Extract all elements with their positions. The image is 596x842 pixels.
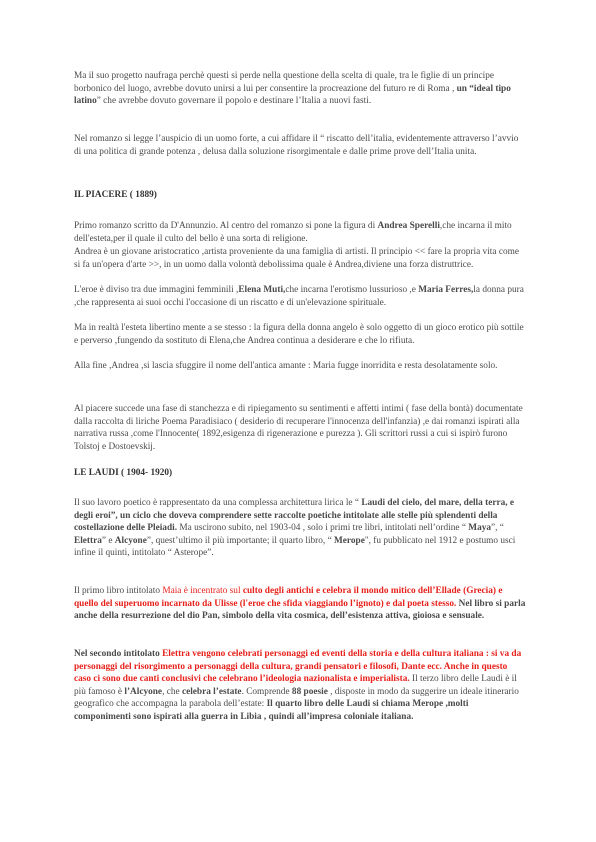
paragraph-auspicio: Nel romanzo si legge l’auspicio di un uomo forte, a cui affidare il “ riscatto dell’italia, evidentemente attraverso l’avvio di una politica di grande potenza , delusa dalla soluzione risorgimentale e dalle prime prove dell’Italia unita.: [74, 134, 519, 157]
paragraph-stanchezza: Al piacere succede una fase di stanchezza e di ripiegamento su sentimenti e affetti intimi ( fase della bontà) documentate dalla raccolta di liriche Poema Paradisiaco ( desiderio di recuperare l'innocenza dell'infanzia) ,e dai romanzi ispirati alla narrativa russa ,come l'Innocente( 1892,esigenza di rigenerazione e purezza ). Gli scrittori russi a cui si ispirò furono Tolstoj e Dostoevskij.: [74, 404, 523, 452]
text-run: , disposte in modo da suggerire un ideale itinerario geografico che accompagna la parabola dell’estate:: [74, 686, 519, 710]
paragraph-naufragio: [74, 70, 526, 108]
paragraph-lavoro-poetico: [74, 497, 526, 560]
text-run: L'eroe è diviso tra due immagini femminili ,: [74, 285, 239, 295]
text-run: Ma il suo progetto naufraga perchè questi si perde nella questione della scelta di quale, tra le figlie di un principe borbonico del luogo, avrebbe dovuto unirsi a lui per consentire la procreazione del futuro re di Roma ,: [74, 71, 495, 94]
paragraph-maia: [74, 585, 526, 623]
bold-phrase: 88 poesie: [291, 686, 328, 697]
bold-name: Merope: [334, 535, 365, 546]
bold-phrase: Nel libro si parla anche della resurrezione del dio Pan, simbolo della vita cosmica, dell’esistenza attiva, gioiosa e sensuale.: [74, 598, 526, 622]
bold-phrase: Nel secondo intitolato: [74, 649, 163, 659]
paragraph-fine: Alla fine ,Andrea ,si lascia sfuggire il nome dell'antica amante : Maria fugge inorridita e resta desolatamente solo.: [74, 361, 498, 371]
bold-name: Alcyone: [114, 535, 147, 546]
bold-name: Andrea Sperelli: [377, 221, 440, 231]
bold-name: Elena Muti,: [238, 285, 286, 295]
heading-le-laudi: LE LAUDI ( 1904- 1920): [74, 468, 173, 478]
bold-name: Maria Ferres,: [418, 285, 474, 295]
text-run: ", fu pubblicato nel 1912 e postumo usci infine il quinti, intitolato “ Asterope”.: [74, 535, 516, 559]
text-run: Il terzo libro delle Laudi è il più famoso è: [74, 674, 517, 697]
bold-name: Elettra: [74, 535, 102, 546]
red-bold-text: culto degli antichi e celebra il mondo mitico dell’Ellade (Grecia) e quello del superuomo incarnato da Ulisse (l'eroe che sfida viaggiando l’ignoto) e dal poeta stesso.: [74, 586, 503, 609]
bold-name: l’Alcyone: [124, 686, 163, 697]
text-run: la donna pura ,che rappresenta ai suoi occhi l'occasione di un riscatto e di un'elevazione spirituale.: [74, 285, 524, 308]
text-run: Ma uscirono subito, nel 1903-04 , solo i primi tre libri, intitolati nell’ordine “: [177, 523, 469, 534]
paragraph-primo-romanzo: [74, 220, 526, 245]
bold-name: Maya: [468, 523, 492, 534]
paragraph-elettra-alcyone: [74, 648, 526, 724]
bold-phrase: celebra l’estate: [181, 686, 242, 697]
paragraph-andrea: Andrea è un giovane aristocratico ,artista proveniente da una famiglia di artisti. Il principio << fare la propria vita come si fa un'opera d'arte >>, in un uomo dalla volontà debolissima quale è Andrea,diviene una forza distruttrice.: [74, 247, 519, 270]
text-run: , che: [162, 686, 182, 697]
bold-phrase: Laudi del cielo, del mare, della terra, e degli eroi”, un ciclo che doveva comprendere sette raccolte poetiche intitolate alle stelle più splendenti della costellazione delle Pleiadi.: [74, 498, 514, 534]
text-run: . Comprende: [241, 686, 292, 697]
paragraph-eroe-diviso: [74, 284, 526, 309]
text-run: ”, quest’ultimo il più importante; il quarto libro, “: [146, 535, 335, 546]
text-run: Il primo libro intitolato: [74, 586, 163, 596]
text-run: che incarna l'erotismo lussurioso ,e: [285, 285, 419, 295]
text-run: ”, “: [491, 523, 504, 534]
bold-phrase: un “ideal tipo latino: [74, 83, 511, 107]
heading-il-piacere: IL PIACERE ( 1889): [74, 190, 157, 200]
bold-phrase: Il quarto libro delle Laudi si chiama Merope ,molti componimenti sono ispirati alla guerra in Libia , quindi all’impresa coloniale italiana.: [74, 699, 469, 722]
paragraph-esteta: Ma in realtà l'esteta libertino mente a se stesso : la figura della donna angelo è solo oggetto di un gioco erotico più sottile e perverso ,fungendo da sostituto di Elena,che Andrea continua a desiderare e che lo rifiuta.: [74, 323, 524, 346]
red-bold-text: Elettra vengono celebrati personaggi ed eventi della storia e della cultura italiana : si va da personaggi del risorgimento a personaggi della cultura, grandi pensatori e filosofi, Dante ecc. Anche in questo caso ci sono due canti conclusivi che celebrano l’ideologia nazionalista e imperialista.: [74, 649, 522, 685]
text-run: ” che avrebbe dovuto governare il popolo e destinare l’Italia a nuovi fasti.: [96, 96, 372, 107]
text-run: ” e: [101, 535, 115, 546]
red-text: Maia è incentrato sul: [162, 586, 243, 596]
text-run: Il suo lavoro poetico è rappresentato da una complessa architettura lirica le “: [74, 498, 362, 508]
text-run: Primo romanzo scritto da D'Annunzio. Al centro del romanzo si pone la figura di: [74, 221, 378, 231]
text-run: ,che incarna il mito dell'esteta,per il quale il culto del bello è una sorta di religione.: [74, 221, 512, 244]
